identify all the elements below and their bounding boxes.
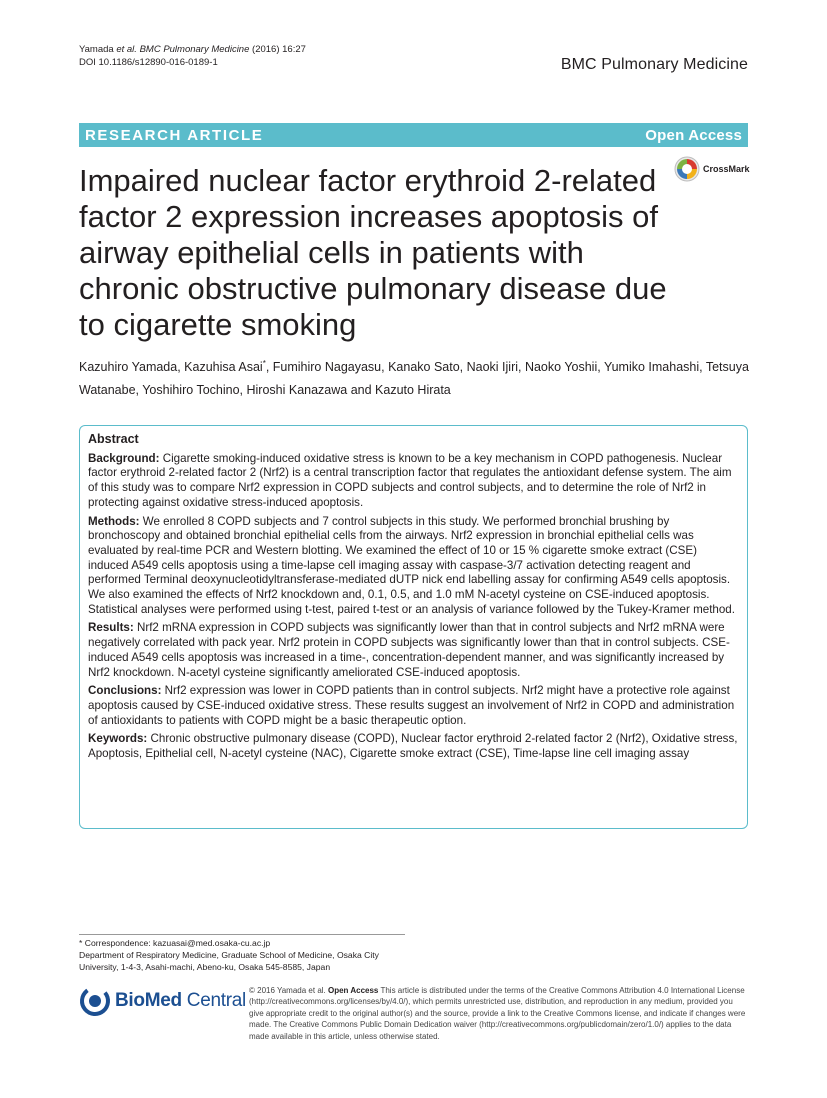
article-type-label: RESEARCH ARTICLE [85,126,264,144]
abstract-methods [88,515,739,618]
citation-block [79,43,306,69]
abstract-box [79,425,748,829]
background-text: Cigarette smoking-induced oxidative stress is known to be a key mechanism in COPD pathogenesis. Nuclear factor erythroid 2-related factor 2 (Nrf2) is a central transcription factor that regulates the antioxidant defense system. The aim of this study was to compare Nrf2 expression in COPD subjects and control subjects, and to determine the role of Nrf2 in protecting against oxidative stress-induced apoptosis. [88,451,732,509]
abstract-results [88,621,739,680]
correspondence-label: * Correspondence: [79,938,154,948]
open-access-label: Open Access [645,126,742,144]
publisher-name [115,990,246,1012]
correspondence-line [79,937,419,949]
doi: DOI 10.1186/s12890-016-0189-1 [79,57,218,68]
author-list [79,352,749,402]
footnote-divider [79,934,405,935]
publisher-logo[interactable] [79,985,246,1017]
publisher-name-bold: BioMed [115,990,182,1011]
citation-volume: (2016) 16:27 [249,44,306,55]
title-line-3: airway epithelial cells in patients with [79,235,584,270]
abstract-keywords [88,732,739,761]
keywords-label: Keywords: [88,732,148,746]
crossmark-icon [674,156,700,182]
abstract-background [88,452,739,511]
methods-text: We enrolled 8 COPD subjects and 7 control subjects in this study. We performed bronchial brushing by bronchoscopy and obtained bronchial epithelial cells from the airways. Nrf2 expression in bronchial epithelial cells was evaluated by real-time PCR and Western blotting. We examined the effect of 10 or 15 % cigarette smoke extract (CSE) induced A549 cells apoptosis using a time-lapse cell imaging assay with caspase-3/7 activation detecting reagent and performed Terminal deoxynucleotidyltransferase-mediated dUTP nick end labelling assay for confirming A549 cells apoptosis. We also examined the effects of Nrf2 knockdown and, 0.1, 0.5, and 1.0 mM N-acetyl cysteine on CSE-induced apoptosis. Statistical analyses were performed using t-test, paired t-test or an analysis of variance followed by the Tukey-Kramer method. [88,514,735,616]
journal-name: BMC Pulmonary Medicine [560,56,748,73]
publisher-name-regular: Central [181,990,246,1011]
conclusions-text: Nrf2 expression was lower in COPD patients than in control subjects. Nrf2 might have a protective role against apoptosis caused by CSE-induced oxidative stress. These results suggest an involvement of Nrf2 in COPD and administration of antioxidants to patients with COPD might be a basic therapeutic option. [88,684,735,727]
methods-label: Methods: [88,514,140,528]
corresponding-author-mark: * [262,359,266,368]
correspondence-block [79,937,419,973]
license-text: This article is distributed under the terms of the Creative Commons Attribution 4.0 International License (http://creativecommons.org/licenses/by/4.0/), which permits unrestricted use, distribution, and reproduction in any medium, provided you give appropriate credit to the original author(s) and the source, provide a link to the Creative Commons license, and indicate if changes were made. The Creative Commons Public Domain Dedication waiver (http://creativecommons.org/publicdomain/zero/1.0/) applies to the data made available in this article, unless otherwise stated. [249,986,746,1041]
article-title [79,163,679,343]
background-label: Background: [88,451,160,465]
results-text: Nrf2 mRNA expression in COPD subjects was significantly lower than that in control subjects and Nrf2 mRNA were negatively correlated with pack year. Nrf2 protein in COPD subjects was significantly lower than that in control subjects. CSE-induced A549 cells apoptosis was increased in a time-, concentration-dependent manner, and was significantly increased by Nrf2 knockdown. N-acetyl cysteine significantly ameliorated CSE-induced apoptosis. [88,621,730,679]
affiliation: Department of Respiratory Medicine, Graduate School of Medicine, Osaka City University, 1-4-3, Asahi-machi, Abeno-ku, Osaka 545-8585, Japan [79,950,379,972]
citation-authors: Yamada [79,44,117,55]
abstract-heading: Abstract [88,432,139,446]
crossmark-label: CrossMark [703,164,750,174]
citation-line [79,43,306,56]
citation-journal: et al. BMC Pulmonary Medicine [116,44,250,55]
biomed-central-icon [79,985,111,1017]
title-line-5: to cigarette smoking [79,307,357,342]
authors-rest: , Fumihiro Nagayasu, Kanako Sato, Naoki Ijiri, Naoko Yoshii, Yumiko Imahashi, Tetsuya Watanabe, Yoshihiro Tochino, Hiroshi Kanazawa and Kazuto Hirata [79,360,749,398]
article-type-banner [79,123,748,147]
authors-first: Kazuhiro Yamada, Kazuhisa Asai [79,360,263,375]
correspondence-email[interactable]: kazuasai@med.osaka-cu.ac.jp [153,938,271,948]
license-statement [249,985,749,1042]
title-line-4: chronic obstructive pulmonary disease due [79,271,667,306]
results-label: Results: [88,621,134,635]
conclusions-label: Conclusions: [88,684,162,698]
copyright-text: © 2016 Yamada et al. [249,986,328,995]
open-access-bold: Open Access [327,986,379,995]
crossmark-badge[interactable] [674,156,750,182]
title-line-2: factor 2 expression increases apoptosis of [79,199,658,234]
keywords-text: Chronic obstructive pulmonary disease (COPD), Nuclear factor erythroid 2-related factor 2 (Nrf2), Oxidative stress, Apoptosis, Epithelial cell, N-acetyl cysteine (NAC), Cigarette smoke extract (CSE), Time-lapse line cell imaging assay [88,732,738,761]
abstract-conclusions [88,684,739,728]
title-line-1: Impaired nuclear factor erythroid 2-related [79,163,657,198]
